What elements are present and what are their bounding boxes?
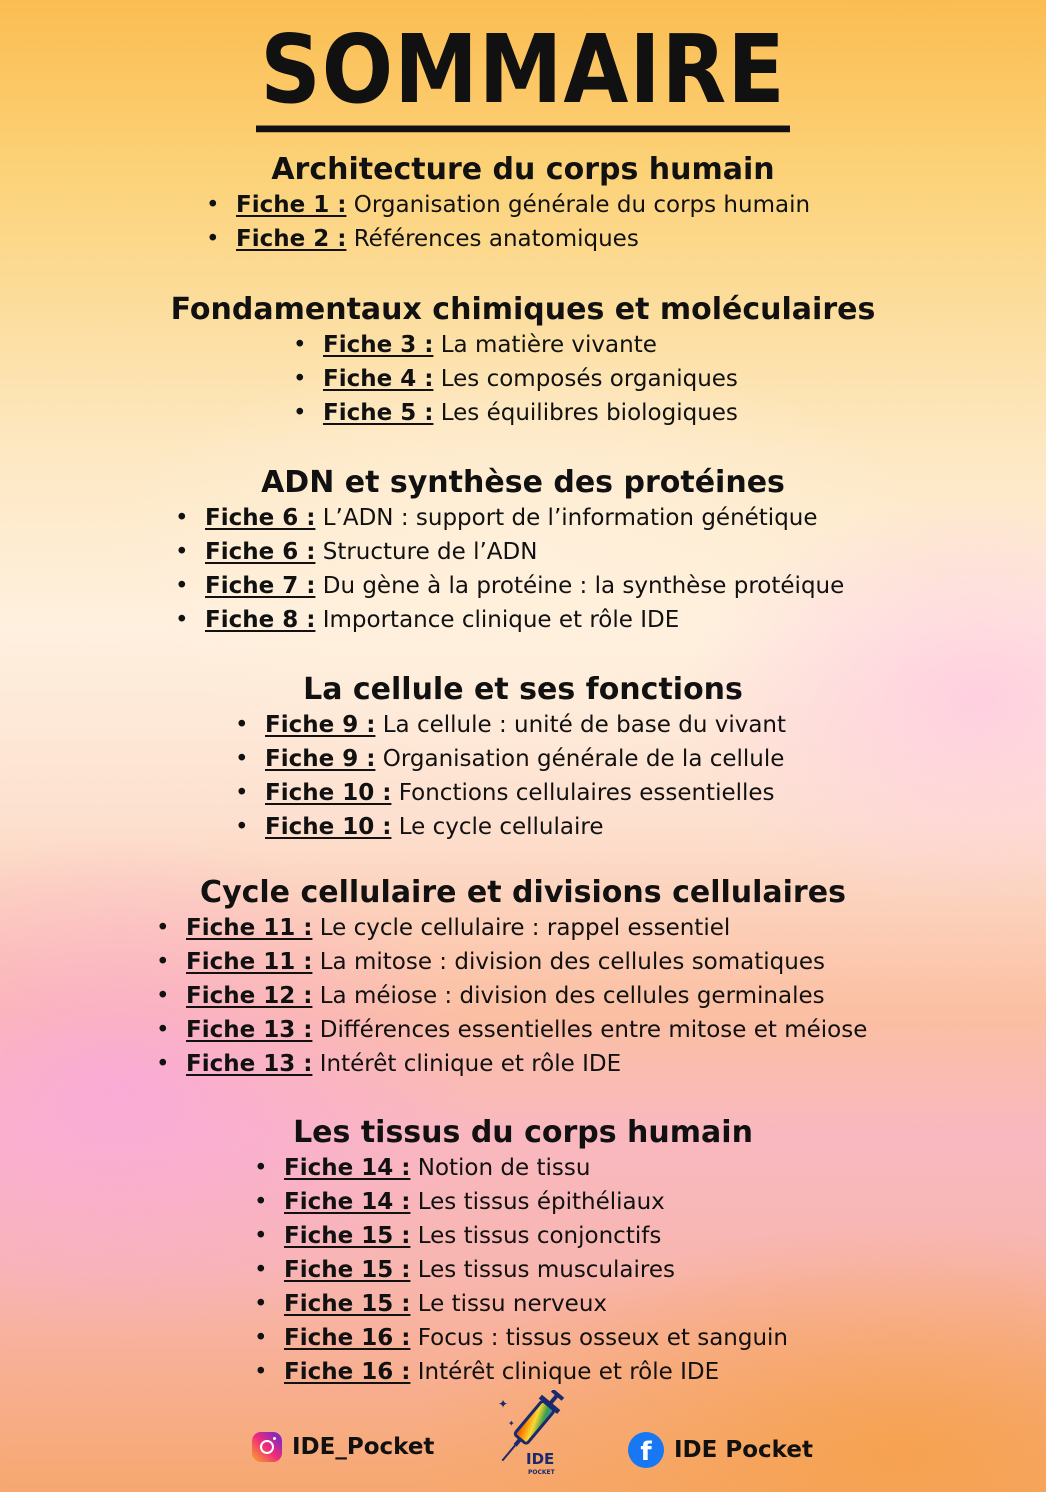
list-item[interactable] [254, 1219, 1046, 1253]
bullet-icon: • [235, 712, 249, 738]
list-item[interactable] [254, 1321, 1046, 1355]
fiche-title: La matière vivante [440, 332, 657, 358]
toc-section [0, 292, 1046, 430]
fiche-title: Le tissu nerveux [417, 1291, 608, 1317]
bullet-icon: • [254, 1257, 268, 1283]
fiche-number: Fiche 8 : [205, 607, 316, 633]
section-heading: Fondamentaux chimiques et moléculaires [170, 292, 876, 327]
list-item[interactable] [175, 501, 1046, 535]
fiche-title: Les tissus conjonctifs [417, 1223, 662, 1249]
bullet-icon: • [293, 332, 307, 358]
bullet-icon: • [254, 1291, 268, 1317]
toc-section [0, 875, 1046, 1081]
list-item[interactable] [156, 1013, 1046, 1047]
bullet-icon: • [254, 1189, 268, 1215]
list-item[interactable] [254, 1151, 1046, 1185]
fiche-number: Fiche 12 : [186, 983, 313, 1009]
fiche-title: Organisation générale du corps humain [353, 192, 811, 218]
fiche-title: La cellule : unité de base du vivant [382, 712, 787, 738]
footer [0, 1390, 1046, 1480]
bullet-icon: • [254, 1223, 268, 1249]
fiche-title: Les tissus musculaires [417, 1257, 675, 1283]
fiche-title: Notion de tissu [417, 1155, 591, 1181]
list-item[interactable] [156, 979, 1046, 1013]
bullet-icon: • [156, 1017, 170, 1043]
facebook-handle: IDE Pocket [674, 1437, 813, 1463]
section-heading: Architecture du corps humain [271, 152, 775, 187]
fiche-title: Intérêt clinique et rôle IDE [417, 1359, 720, 1385]
bullet-icon: • [235, 780, 249, 806]
fiche-title: Du gène à la protéine : la synthèse protéique [322, 573, 845, 599]
fiche-title: L’ADN : support de l’information génétique [322, 505, 818, 531]
fiche-title: Les tissus épithéliaux [417, 1189, 665, 1215]
facebook-link[interactable] [628, 1432, 813, 1468]
list-item[interactable] [156, 911, 1046, 945]
bullet-icon: • [254, 1325, 268, 1351]
list-item[interactable] [293, 328, 1046, 362]
bullet-icon: • [156, 1051, 170, 1077]
fiche-number: Fiche 6 : [205, 539, 316, 565]
bullet-icon: • [235, 746, 249, 772]
bullet-icon: • [156, 949, 170, 975]
syringe-logo-icon [488, 1390, 568, 1480]
fiche-title: Le cycle cellulaire : rappel essentiel [319, 915, 731, 941]
fiche-list [254, 1151, 1046, 1389]
fiche-number: Fiche 6 : [205, 505, 316, 531]
bullet-icon: • [175, 607, 189, 633]
fiche-number: Fiche 2 : [236, 226, 347, 252]
list-item[interactable] [206, 222, 1046, 256]
fiche-number: Fiche 10 : [265, 814, 392, 840]
fiche-title: La mitose : division des cellules somatiques [319, 949, 825, 975]
fiche-title: Focus : tissus osseux et sanguin [417, 1325, 789, 1351]
fiche-number: Fiche 1 : [236, 192, 347, 218]
fiche-title: Les composés organiques [440, 366, 738, 392]
bullet-icon: • [175, 505, 189, 531]
toc-section [0, 152, 1046, 256]
fiche-number: Fiche 7 : [205, 573, 316, 599]
bullet-icon: • [156, 915, 170, 941]
fiche-number: Fiche 9 : [265, 712, 376, 738]
fiche-title: La méiose : division des cellules germinales [319, 983, 825, 1009]
list-item[interactable] [293, 396, 1046, 430]
list-item[interactable] [175, 603, 1046, 637]
section-heading: La cellule et ses fonctions [303, 672, 743, 707]
bullet-icon: • [293, 366, 307, 392]
fiche-number: Fiche 14 : [284, 1189, 411, 1215]
fiche-number: Fiche 9 : [265, 746, 376, 772]
fiche-title: Organisation générale de la cellule [382, 746, 785, 772]
logo-subtext: POCKET [528, 1469, 555, 1476]
fiche-title: Références anatomiques [353, 226, 639, 252]
list-item[interactable] [156, 1047, 1046, 1081]
fiche-number: Fiche 11 : [186, 915, 313, 941]
fiche-number: Fiche 15 : [284, 1291, 411, 1317]
bullet-icon: • [293, 400, 307, 426]
list-item[interactable] [235, 742, 1046, 776]
instagram-link[interactable] [252, 1432, 434, 1462]
list-item[interactable] [293, 362, 1046, 396]
fiche-number: Fiche 13 : [186, 1017, 313, 1043]
fiche-number: Fiche 13 : [186, 1051, 313, 1077]
svg-text:✦: ✦ [498, 1397, 509, 1411]
list-item[interactable] [206, 188, 1046, 222]
list-item[interactable] [175, 535, 1046, 569]
section-heading: ADN et synthèse des protéines [261, 465, 785, 500]
fiche-number: Fiche 14 : [284, 1155, 411, 1181]
bullet-icon: • [175, 573, 189, 599]
fiche-list [293, 328, 1046, 430]
list-item[interactable] [175, 569, 1046, 603]
bullet-icon: • [156, 983, 170, 1009]
bullet-icon: • [206, 192, 220, 218]
list-item[interactable] [254, 1355, 1046, 1389]
bullet-icon: • [254, 1359, 268, 1385]
list-item[interactable] [235, 708, 1046, 742]
fiche-title: Les équilibres biologiques [440, 400, 738, 426]
list-item[interactable] [254, 1185, 1046, 1219]
fiche-number: Fiche 15 : [284, 1257, 411, 1283]
fiche-title: Intérêt clinique et rôle IDE [319, 1051, 622, 1077]
bullet-icon: • [254, 1155, 268, 1181]
fiche-number: Fiche 10 : [265, 780, 392, 806]
bullet-icon: • [175, 539, 189, 565]
toc-section [0, 465, 1046, 637]
list-item[interactable] [235, 810, 1046, 844]
instagram-handle: IDE_Pocket [292, 1434, 435, 1460]
svg-text:✦: ✦ [508, 1419, 515, 1428]
facebook-icon: f [628, 1432, 664, 1468]
instagram-icon [252, 1432, 282, 1462]
bullet-icon: • [206, 226, 220, 252]
toc-section [0, 1115, 1046, 1389]
fiche-number: Fiche 11 : [186, 949, 313, 975]
fiche-title: Différences essentielles entre mitose et méiose [319, 1017, 868, 1043]
section-heading: Cycle cellulaire et divisions cellulaires [200, 875, 846, 910]
fiche-number: Fiche 5 : [323, 400, 434, 426]
list-item[interactable] [156, 945, 1046, 979]
section-heading: Les tissus du corps humain [293, 1115, 753, 1150]
fiche-title: Structure de l’ADN [322, 539, 538, 565]
list-item[interactable] [254, 1287, 1046, 1321]
fiche-list [175, 501, 1046, 637]
fiche-title: Fonctions cellulaires essentielles [398, 780, 775, 806]
fiche-number: Fiche 16 : [284, 1359, 411, 1385]
page-title-container [0, 14, 1046, 126]
list-item[interactable] [254, 1253, 1046, 1287]
fiche-number: Fiche 3 : [323, 332, 434, 358]
bullet-icon: • [235, 814, 249, 840]
page-title: SOMMAIRE [256, 16, 789, 132]
fiche-title: Importance clinique et rôle IDE [322, 607, 680, 633]
list-item[interactable] [235, 776, 1046, 810]
logo-text: IDE [526, 1450, 555, 1468]
fiche-list [235, 708, 1046, 844]
fiche-list [156, 911, 1046, 1081]
toc-section [0, 672, 1046, 844]
fiche-number: Fiche 4 : [323, 366, 434, 392]
fiche-list [206, 188, 1046, 256]
fiche-title: Le cycle cellulaire [398, 814, 604, 840]
fiche-number: Fiche 16 : [284, 1325, 411, 1351]
fiche-number: Fiche 15 : [284, 1223, 411, 1249]
